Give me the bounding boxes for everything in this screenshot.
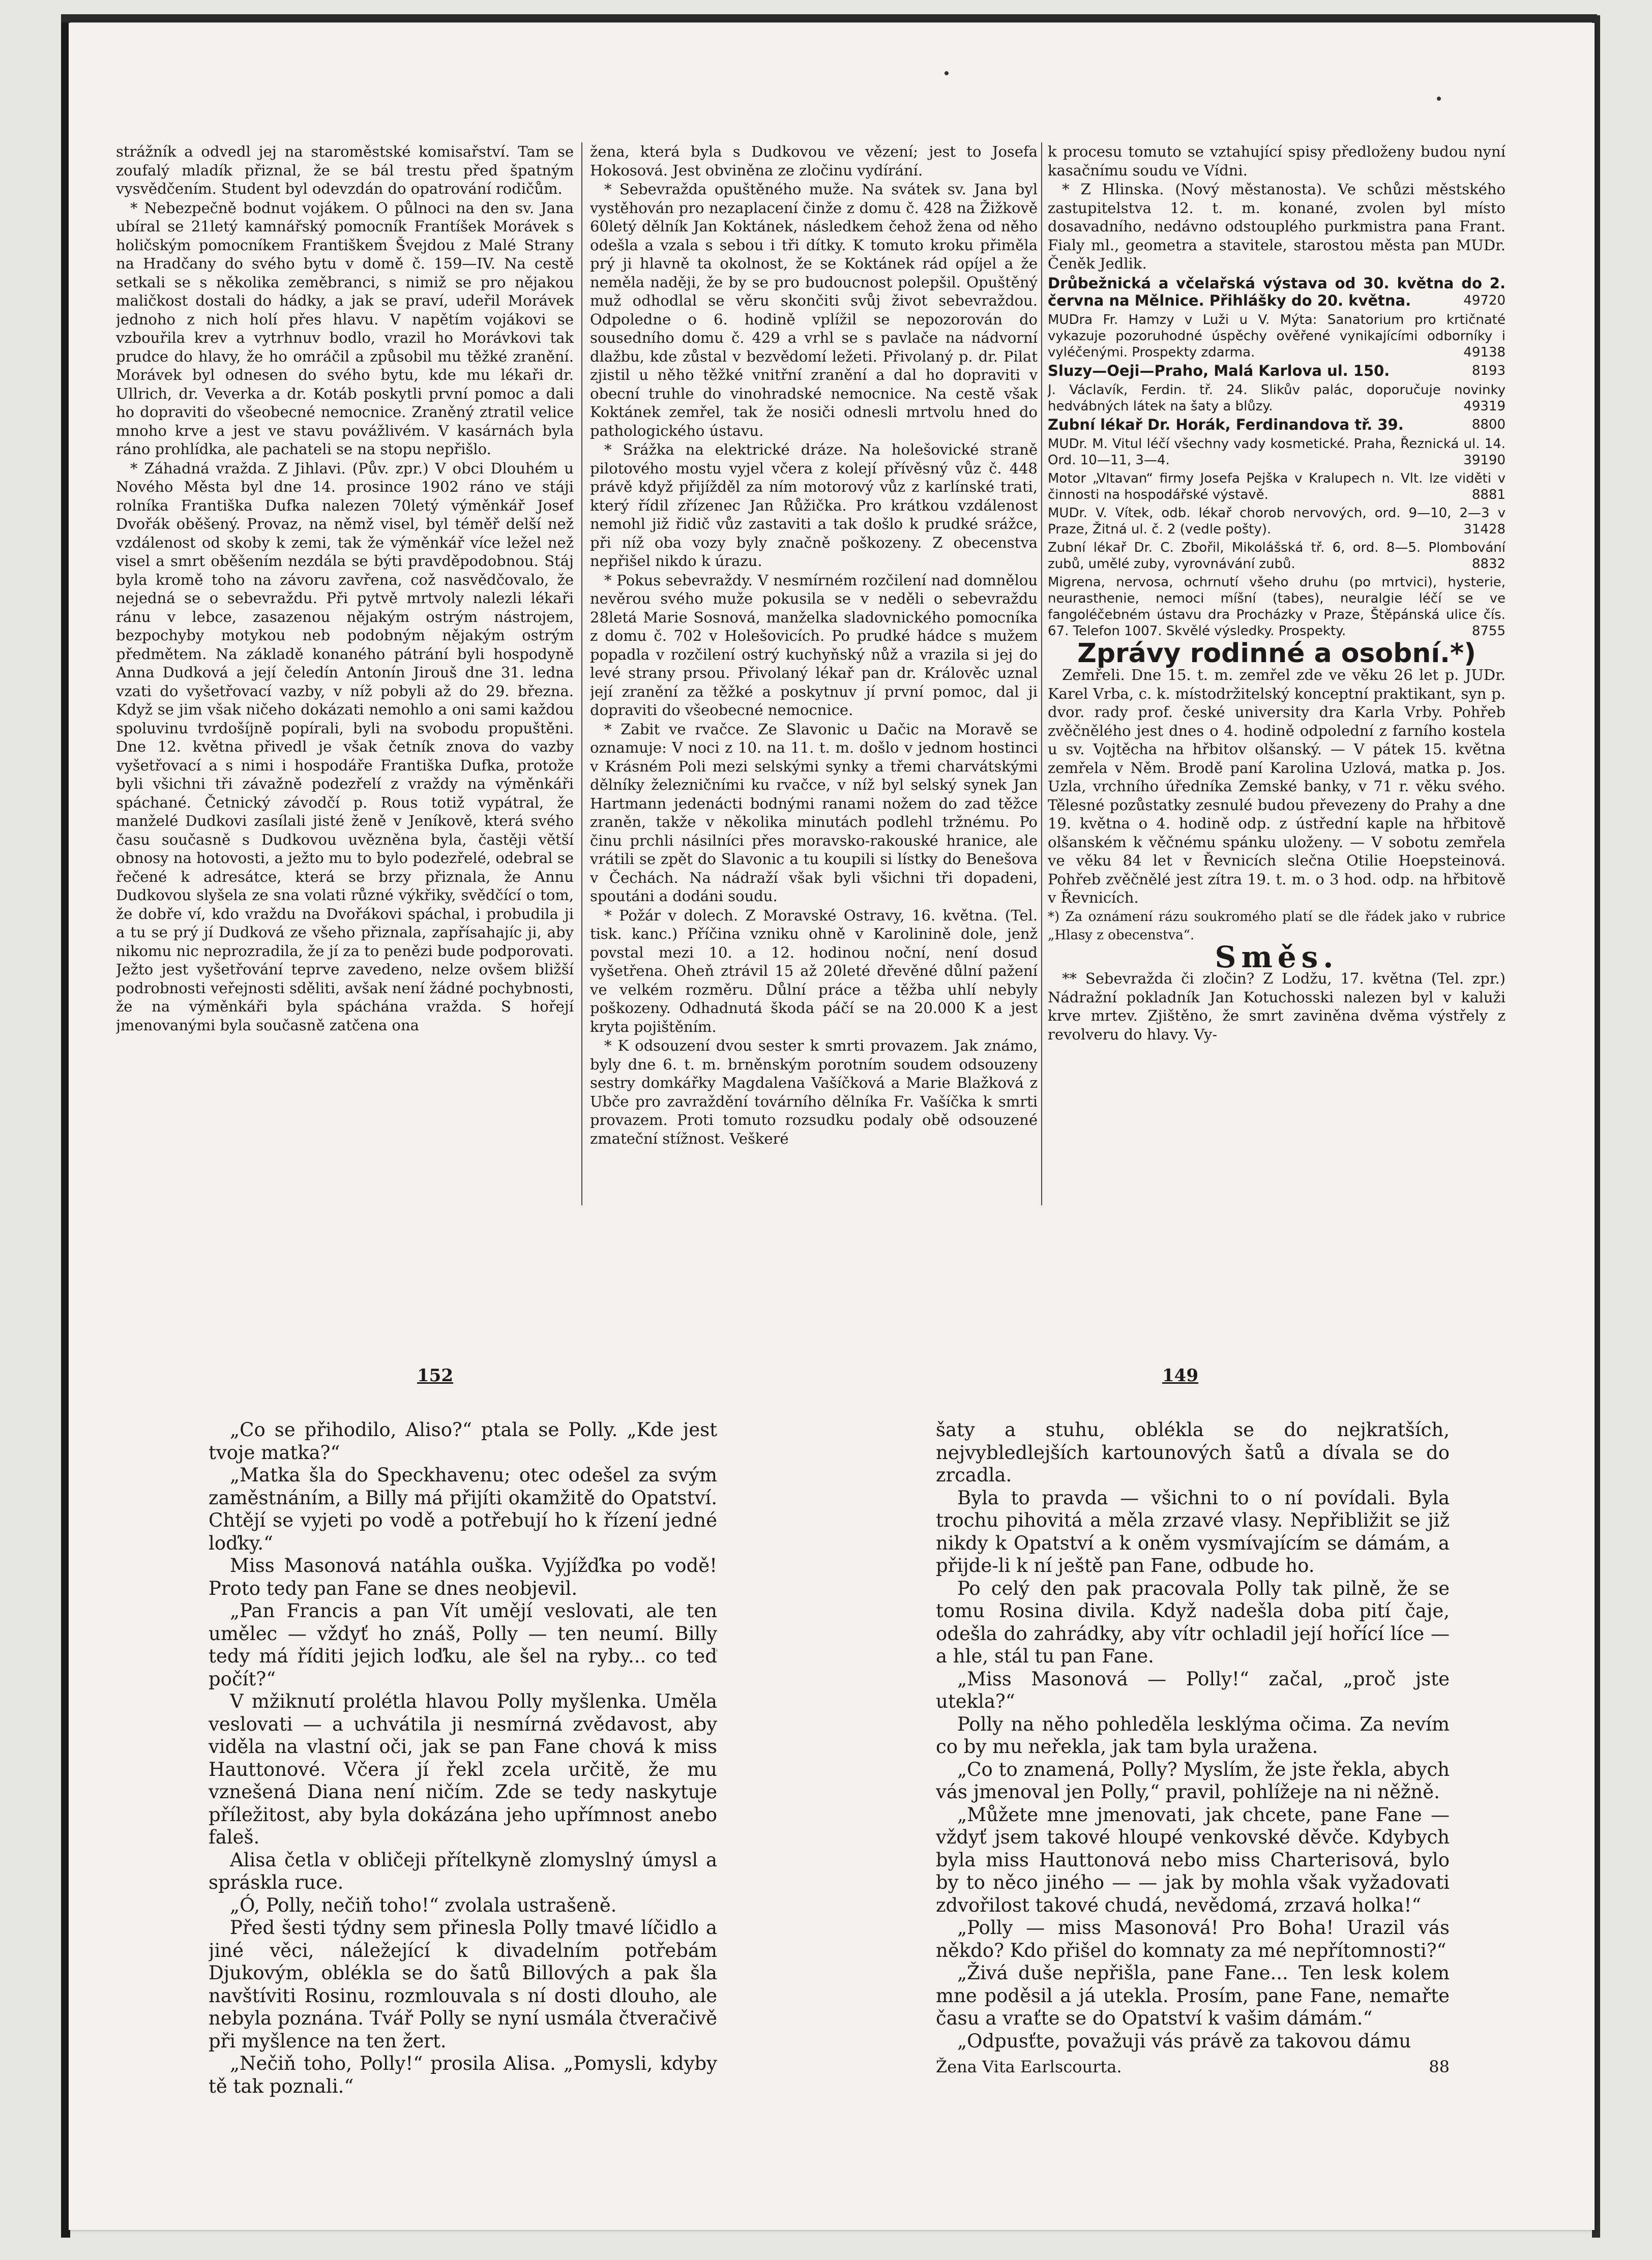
- ad-number: 8832: [1471, 556, 1506, 572]
- book-paragraph: šaty a stuhu, oblékla se do nejkratších, nejvybledlejších kartounových šatů a dívala se do zrcadla.: [936, 1419, 1450, 1486]
- scan-speck: [1437, 97, 1441, 101]
- ad-text: MUDr. M. Vitul léčí všechny vady kosmetické. Praha, Řeznická ul. 14. Ord. 10—11, 3—4.: [1048, 436, 1506, 468]
- page-top-edge: [61, 14, 1597, 22]
- advertisement: [1048, 574, 1506, 639]
- book-paragraph: Polly na něho pohleděla lesklýma očima. Za nevím co by mu neřekla, jak tam byla uražena.: [936, 1713, 1450, 1758]
- news-paragraph: * K odsouzení dvou sester k smrti provazem. Jak známo, byly dne 6. t. m. brněnským porotním soudem odsouzeny sestry domkářky Magdalena Vašíčková a Marie Blažková z Ubče pro zavraždění továrního dělníka Fr. Vašíčka k smrti provazem. Proti tomuto rozsudku podaly obě odsouzené zmateční stížnost. Veškeré: [590, 1037, 1038, 1147]
- ad-text: MUDr. V. Vítek, odb. lékař chorob nervových, ord. 9—10, 2—3 v Praze, Žitná ul. č. 2 (vedle pošty).: [1048, 505, 1506, 537]
- book-paragraph: „Odpusťte, považuji vás právě za takovou dámu: [957, 2030, 1411, 2052]
- advertisement: [1048, 417, 1506, 434]
- newspaper-column-2: [590, 142, 1038, 1205]
- book-paragraph: „Ó, Polly, nečiň toho!“ zvolala ustrašeně.: [230, 1894, 617, 1916]
- ad-text: Zubní lékař Dr. C. Zbořil, Mikolášská tř. 6, ord. 8—5. Plombování zubů, umělé zuby, vyrovnávání zubů.: [1048, 540, 1506, 572]
- advertisement: [1048, 312, 1506, 361]
- book-paragraph: „Můžete mne jmenovati, jak chcete, pane Fane — vždyť jsem takové hloupé venkovské děvče. Kdybych byla miss Hauttonová nebo miss Charterisová, bylo by to něco jiného — — jak by mohla však vyžadovati zdvořilost takové chudá, nevědomá, zrzavá holka!“: [936, 1803, 1450, 1916]
- ad-text: Drůbežnická a včelařská výstava od 30. května do 2. června na Mělnice. Přihlášky do 20. května.: [1048, 274, 1506, 309]
- scan-speck: [945, 71, 949, 75]
- book-paragraph: Před šesti týdny sem přinesla Polly tmavé líčidlo a jiné věci, náležející k divadelním potřebám Djukovým, oblékla se do šatů Billových a pak šla navštíviti Rosinu, rozmlouvala s ní dosti dlouho, ale nebyla poznána. Tvář Polly se nyní usmála čtveračivě při myšlence na ten žert.: [209, 1917, 717, 2052]
- book-footer: [936, 2056, 1450, 2078]
- ad-text: Motor „Vltavan“ firmy Josefa Pejška v Kralupech n. Vlt. lze viděti v činnosti na hospodářské výstavě.: [1048, 470, 1506, 502]
- advertisement: [1048, 363, 1506, 380]
- ad-text: Zubní lékař Dr. Horák, Ferdinandova tř. 39.: [1048, 415, 1404, 433]
- book-page-left: [209, 1419, 717, 2131]
- ad-number: 8193: [1471, 363, 1506, 378]
- news-paragraph: Zemřeli. Dne 15. t. m. zemřel zde ve věku 26 let p. JUDr. Karel Vrba, c. k. místodržitelský konceptní praktikant, syn p. dvor. rady prof. české university dra Karla Vrby. Pohřeb zvěčnělého jest dnes o 4. hodině odpolední z farního kostela u sv. Vojtěcha na hřbitov olšanský. — V pátek 15. května zemřela v Něm. Brodě paní Karolina Uzlová, matka p. Jos. Uzla, vrchního úředníka Zemské banky, v 71 r. věku svého. Tělesné pozůstatky zesnulé budou převezeny do Prahy a dne 19. května o 4. hodině odp. z ústřední kaple na hřbitově olšanském k věčnému spánku uloženy. — V sobotu zemřela ve věku 84 let v Řevnicích slečna Otilie Hoepsteinová. Pohřeb zvěčnělé jest zítra 19. t. m. o 3 hod. odp. na hřbitově v Řevnicích.: [1048, 666, 1506, 906]
- advertisement: [1048, 436, 1506, 468]
- ad-text: Sluzy—Oeji—Praho, Malá Karlova ul. 150.: [1048, 362, 1390, 379]
- book-paragraph: „Nečiň toho, Polly!“ prosila Alisa. „Pomysli, kdyby tě tak poznali.“: [209, 2053, 717, 2097]
- news-paragraph: * Z Hlinska. (Nový městanosta). Ve schůzi městského zastupitelstva 12. t. m. konané, zvolen byl místo dosavadního, nedávno odstouplého purkmistra pana Frant. Fialy ml., geometra a stavitele, starostou města pan MUDr. Čeněk Jedlik.: [1048, 181, 1506, 272]
- ad-text: J. Václavík, Ferdin. tř. 24. Slikův palác, doporučuje novinky hedvábných látek na šaty a blůzy.: [1048, 382, 1506, 414]
- ad-number: 8755: [1471, 623, 1506, 639]
- ad-number: 31428: [1463, 521, 1506, 537]
- ad-text: MUDra Fr. Hamzy v Luži u V. Mýta: Sanatorium pro krtičnaté vykazuje pozoruhodné úspěchy ověřené vynikajícími odborníky i vyléčenými. Prospekty zdarma.: [1048, 312, 1506, 360]
- ad-number: 8881: [1471, 487, 1506, 502]
- book-paragraph: Alisa četla v obličeji přítelkyně zlomyslný úmysl a spráskla ruce.: [209, 1849, 717, 1893]
- column-divider: [581, 142, 582, 1205]
- ad-number: 8800: [1471, 417, 1506, 432]
- page-number: 149: [1162, 1365, 1198, 1386]
- news-paragraph: * Nebezpečně bodnut vojákem. O půlnoci na den sv. Jana ubíral se 21letý kamnářský pomocník Frantíšek Morávek s holičským pomocníkem Františkem Švejdou z Malé Strany na Hradčany do svého bytu v domě č. 159—IV. Na cestě setkali se s několika zeměbranci, s nimiž se pro nějakou maličkost dostali do hádky, a jak se praví, udeřil Morávek jednoho z nich holí přes hlavu. V napětím vojákovi se vzbouřila krev a vytrhnuv bodlo, vrazil ho Morávkovi tak prudce do hlavy, že ho omráčil a způsobil mu těžké zranění. Morávek byl odnesen do svého bytu, kde mu lékaři dr. Ullrich, dr. Veverka a dr. Kotáb poskytli první pomoc a dali ho dopraviti do všeobecné nemocnice. Zraněný ztratil velice mnoho krve a jest ve stavu povážlivém. V kasárnách byla ráno prohlídka, ale pachateli se na stopu nepřišlo.: [116, 199, 574, 458]
- column-divider: [1041, 142, 1042, 1205]
- book-paragraph: „Živá duše nepřišla, pane Fane... Ten lesk kolem mne poděsil a já utekla. Prosím, pane Fane, nemařte času a vraťte se do Opatství k vašim dámám.“: [936, 1962, 1450, 2029]
- news-paragraph: * Zabit ve rvačce. Ze Slavonic u Dačic na Moravě se oznamuje: V noci z 10. na 11. t. m. došlo v jednom hostinci v Krásném Poli mezi selskými synky a třemi charvátskými dělníky železničními ku rvačce, v níž byl selský synek Jan Hartmann jedenácti bodnými ranami nožem do zad těžce zraněn, takže v několika minutách podlehl tržnému. Po činu prchli násilníci přes moravsko-rakouské hranice, ale vrátili se zpět do Slavonic a tu koupili si lístky do Benešova v Čechách. Na nádraží však byli všichni tři dopadeni, spoutáni a dodáni soudu.: [590, 720, 1038, 905]
- book-page-right: [936, 1419, 1450, 2131]
- advertisement: [1048, 470, 1506, 503]
- advertisement: [1048, 382, 1506, 414]
- book-paragraph: „Polly — miss Masonová! Pro Boha! Urazil vás někdo? Kdo přišel do komnaty za mé nepřítomnosti?“: [936, 1917, 1450, 1961]
- news-paragraph: * Požár v dolech. Z Moravské Ostravy, 16. května. (Tel. tisk. kanc.) Příčina vzniku ohně v Karolinině dole, jenž povstal mezi 10. a 12. hodinou noční, není dosud vyšetřena. Oheň ztrávil 15 až 20leté dřevěné důlní pažení ve velkém rozměru. Důlní práce a těžba uhlí nebyly poškozeny. Odhadnutá škoda páčí se na 20.000 K a jest kryta pojištěním.: [590, 906, 1038, 1035]
- ad-text: Migrena, nervosa, ochrnutí všeho druhu (po mrtvici), hysterie, neurasthenie, nemoci míšní (tabes), neuralgie léčí se ve fangoléčebném ústavu dra Procházky v Praze, Štěpánská ulice čís. 67. Telefon 1007. Skvělé výsledky. Prospekty.: [1048, 574, 1506, 639]
- news-paragraph: strážník a odvedl jej na staroměstské komisařství. Tam se zoufalý mladík přiznal, že se bál trestu před špatným vysvědčením. Student byl odevzdán do opatrování rodičům.: [116, 143, 574, 197]
- footnote: *) Za oznámení rázu soukromého platí se dle řádek jako v rubrice „Hlasy z obecenstva“.: [1048, 909, 1506, 943]
- book-paragraph: „Pan Francis a pan Vít umějí veslovati, ale ten umělec — vždyť ho znáš, Polly — ten neumí. Billy tedy má říditi jejich loďku, ale šel na ryby... co teď počít?“: [209, 1600, 717, 1690]
- book-paragraph: „Co se přihodilo, Aliso?“ ptala se Polly. „Kde jest tvoje matka?“: [209, 1419, 717, 1464]
- ad-number: 39190: [1463, 452, 1506, 468]
- ad-number: 49319: [1463, 398, 1506, 414]
- book-footer-number: 88: [1429, 2057, 1450, 2076]
- newspaper-column-3: [1048, 142, 1506, 1205]
- news-paragraph: * Srážka na elektrické dráze. Na holešovické straně pilotového mostu vyjel včera z kolejí přívěsný vůz č. 448 právě když přijížděl za ním motorový vůz z karlínské trati, který řídil zřízenec Jan Růžička. Pro krátkou vzdálenost nemohl již řidič vůz zastaviti a tak došlo k prudké srážce, při níž oba vozy byly značně poškozeny. Z obecenstva nepřišel nikdo k úrazu.: [590, 441, 1038, 570]
- section-heading: Směs.: [1215, 939, 1339, 974]
- book-footer-title: Žena Vita Earlscourta.: [936, 2057, 1122, 2076]
- book-paragraph: Po celý den pak pracovala Polly tak pilně, že se tomu Rosina divila. Když nadešla doba pití čaje, odešla do zahrádky, aby vítr ochladil její hořící líce — a hle, stál tu pan Fane.: [936, 1577, 1450, 1667]
- news-paragraph: k procesu tomuto se vztahující spisy předloženy budou nyní kasačnímu soudu ve Vídni.: [1048, 143, 1506, 179]
- ad-number: 49138: [1463, 344, 1506, 360]
- book-paragraph: „Miss Masonová — Polly!“ začal, „proč jste utekla?“: [936, 1668, 1450, 1712]
- advertisement: [1048, 505, 1506, 538]
- news-paragraph: * Sebevražda opuštěného muže. Na svátek sv. Jana byl vystěhován pro nezaplacení činže z domu č. 428 na Žižkově 60letý dělník Jan Koktánek, následkem čehož žena od něho odešla a vzala s sebou i tři dítky. K tomuto kroku přiměla prý ji hlavně ta okolnost, že se Koktánek rád opíjel a že neměla naději, že by se pro budoucnost polepšil. Opuštěný muž odhodlal se věru skončiti svůj život sebevraždou. Odpoledne o 6. hodině vplížil se nepozorován do sousedního domu č. 429 a vrhl se s pavlače na nádvorní dlažbu, kde zůstal v bezvědomí ležeti. Přivolaný p. dr. Pilat zjistil u něho těžké vnitřní zranění a dal ho dopraviti v obecní truhle do vinohradské nemocnice. Na cestě však Koktánek zemřel, tak že nosiči odnesli mrtvolu hned do pathologického ústavu.: [590, 181, 1038, 439]
- news-paragraph: * Záhadná vražda. Z Jihlavi. (Pův. zpr.) V obci Dlouhém u Nového Města byl dne 14. prosince 1902 ráno ve stáji rolníka Františka Dufka nalezen 70letý výměnkář Josef Dvořák oběšený. Provaz, na němž visel, byl téměř delší než vzdálenost od skoby k zemi, tak že výměnkář více ležel než visel a smrt oběšením nezdála se býti pravděpodobnou. Stáj byla kromě toho na závoru zavřena, což nasvědčovalo, že nejedná se o sebevraždu. Při pytvě mrtvoly nalezli lékaři ránu v lebce, zasazenou nějakým ostrým nástrojem, bezpochyby motykou neb podobným nějakým ostrým předmětem. Na základě konaného pátrání byli hospodyně Anna Dudková a její čeledín Antonín Jirouš dne 31. ledna vzati do vyšetřovací vazby, v níž pobyli až do 29. března. Když se jim však ničeho dokázati nemohlo a oni sami každou spoluvinu tvrdošíjně popírali, byli na svobodu propuštěni. Dne 12. května přivedl je však četník znova do vazby vyšetřovací a s nimi i hospodáře Františka Dufka, protože byli všichni tři závažně podezřelí z vraždy na výměnkáři spáchané. Četnický závodčí p. Rous totiž vypátral, že manželé Dudkovi zasílali jisté ženě v Jeníkově, která svého času současně s Dudkovou uvězněna byla, častěji větší obnosy na hotovosti, a ježto mu to bylo podezřelé, odebral se řečené k adresátce, která se brzy přiznala, že Annu Dudkovou slyšela ze sna volati různé výkřiky, svědčící o tom, že dobře ví, kdo vraždu na Dvořákovi spáchal, i probudila ji a tu se prý jí Dudková ze všeho přiznala, zapřísahajíc ji, aby nikomu nic neprozradila, že jí za to penězi bude podporovati. Ježto jest vyšetřování teprve zavedeno, nelze ovšem bližší podrobnosti veřejnosti sděliti, avšak není žádné pochybnosti, že na výměnkáři byla spáchána vražda. S hořejí jmenovanými byla současně zatčena ona: [116, 459, 574, 1034]
- newspaper-column-1: [116, 142, 574, 1205]
- book-paragraph: V mžiknutí prolétla hlavou Polly myšlenka. Uměla veslovati — a uchvátila ji nesmírná zvědavost, aby viděla na vlastní oči, jak se pan Fane chová k miss Hauttonové. Včera jí řekl zcela určitě, že mu vznešená Diana není ničím. Zde se tedy naskytuje příležitost, aby byla dokázána jeho upřímnost anebo faleš.: [209, 1690, 717, 1848]
- ad-number: 49720: [1463, 292, 1506, 308]
- advertisement: [1048, 540, 1506, 572]
- book-paragraph: Miss Masonová natáhla ouška. Vyjížďka po vodě! Proto tedy pan Fane se dnes neobjevil.: [209, 1555, 717, 1599]
- news-paragraph: žena, která byla s Dudkovou ve vězení; jest to Josefa Hokosová. Jest obviněna ze zločinu vydírání.: [590, 143, 1038, 179]
- book-paragraph: Byla to pravda — všichni to o ní povídali. Byla trochu pihovitá a měla zrzavé vlasy. Nepřibližit se již nikdy k Opatství a k oněm vysmívajícím se dámám, a přijde-li k ní ještě pan Fane, odbude ho.: [936, 1486, 1450, 1577]
- news-paragraph: ** Sebevražda či zločin? Z Lodžu, 17. května (Tel. zpr.) Nádražní pokladník Jan Kotuchosski nalezen byl v kaluži krve mrtev. Zjištěno, že smrt zaviněna dvěma výstřely z revolveru do hlavy. Vy-: [1048, 970, 1506, 1043]
- section-heading: Zprávy rodinné a osobní.*): [1077, 638, 1476, 669]
- page-number: 152: [417, 1365, 453, 1386]
- book-paragraph: „Matka šla do Speckhavenu; otec odešel za svým zaměstnáním, a Billy má přijíti okamžitě do Opatství. Chtějí se vyjeti po vodě a potřebují ho k řízení jedné loďky.“: [209, 1464, 717, 1554]
- advertisement: [1048, 275, 1506, 310]
- news-paragraph: * Pokus sebevraždy. V nesmírném rozčilení nad domnělou nevěrou svého muže pokusila se v neděli o sebevraždu 28letá Marie Sosnová, manželka sladovnického pomocníka z domu č. 702 v Holešovicích. Po prudké hádce s mužem popadla v rozčilení ostrý kuchyňský nůž a vrazila si jej do levé strany prsou. Přivolaný lékař pan dr. Králověc uznal její zranění za těžké a poskytnuv jí první pomoc, dal ji dopraviti do všeobecné nemocnice.: [590, 571, 1038, 719]
- book-paragraph: „Co to znamená, Polly? Myslím, že jste řekla, abych vás jmenoval jen Polly,“ pravil, pohlížeje na ni něžně.: [936, 1758, 1450, 1803]
